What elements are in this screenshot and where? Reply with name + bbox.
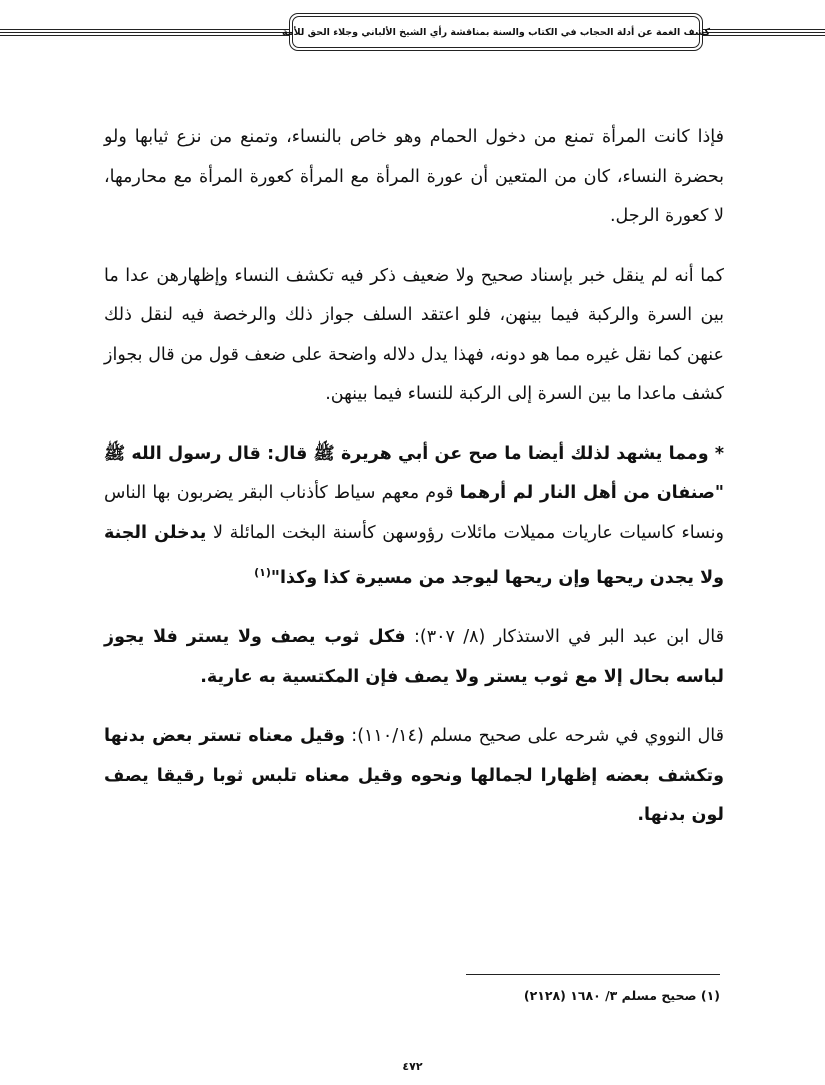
hadith-ending: يدخلن الجنة ولا يجدن ريحها وإن ريحها ليوجد من مسيرة كذا وكذا" [104,522,724,588]
paragraph-4-ibn-abd-al-barr [104,618,724,697]
page-number: ٤٧٢ [402,1060,423,1073]
hadith-intro: * ومما يشهد لذلك أيضا ما صح عن أبي هريرة ﷺ قال: قال رسول الله ﷺ "صنفان من أهل النار لم أرهما [104,443,724,503]
paragraph-5-nawawi [104,717,724,836]
hadith-body: قوم معهم سياط كأذناب البقر يضربون بها الناس ونساء كاسيات عاريات مميلات مائلات رؤوسهن كأسنة البخت المائلة لا [104,483,725,543]
quote-source-nawawi: قال النووي في شرحه على صحيح مسلم (١١٠/١٤): [345,726,724,747]
paragraph-2: كما أنه لم ينقل خبر بإسناد صحيح ولا ضعيف ذكر فيه تكشف النساء وإظهارهن عدا ما بين السرة والركبة فيما بينهن، فلو اعتقد السلف جواز ذلك والرخصة فيه لنقل ذلك عنهن كما نقل غيره مما هو دونه، فهذا يدل دلاله واضحة على ضعف قول من قال بجواز كشف ماعدا ما بين السرة إلى الركبة للنساء فيما بينهن. [104,265,724,404]
running-header-frame [281,13,711,51]
paragraph-3-hadith [104,435,724,599]
paragraph-1: فإذا كانت المرأة تمنع من دخول الحمام وهو خاص بالنساء، وتمنع من نزع ثيابها ولو بحضرة النساء، كان من المتعين أن عورة المرأة مع المرأة كعورة المرأة مع محارمها، لا كعورة الرجل. [104,127,724,226]
page-body [104,118,724,856]
quote-text-ibn-abd-al-barr: فكل ثوب يصف ولا يستر فلا يجوز لباسه بحال إلا مع ثوب يستر ولا يصف فإن المكتسية به عارية. [104,627,724,687]
quote-source-ibn-abd-al-barr: قال ابن عبد البر في الاستذكار (٨/ ٣٠٧): [405,627,725,648]
quote-text-nawawi: وقيل معناه تستر بعض بدنها وتكشف بعضه إظهارا لجمالها ونحوه وقيل معناه تلبس ثوبا رقيقا يصف لون بدنها. [104,726,724,826]
footnote-separator [466,974,720,975]
running-header-title: كشف الغمة عن أدلة الحجاب في الكتاب والسنة بمناقشة رأي الشيخ الألباني وجلاء الحق للأمة [281,26,711,38]
running-header-inner-frame [281,16,711,48]
footnote-1: (١) صحيح مسلم ٣/ ١٦٨٠ (٢١٢٨) [523,988,720,1003]
footnote-marker[interactable]: (١) [254,566,271,579]
